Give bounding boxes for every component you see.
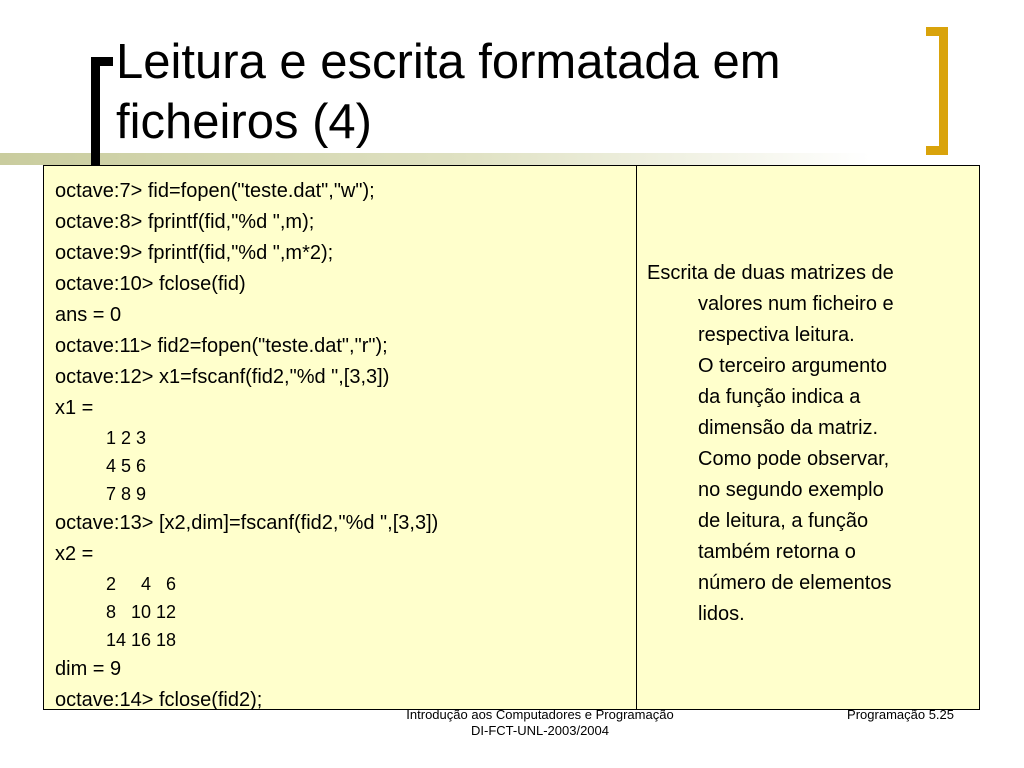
code-line: octave:11> fid2=fopen("teste.dat","r"); <box>55 335 388 357</box>
description-line: Como pode observar, <box>698 448 890 470</box>
title-line-2: ficheiros (4) <box>116 95 372 149</box>
code-line: x1 = <box>55 397 94 419</box>
right-bracket-decoration <box>926 27 948 155</box>
footer-slide-ref: Programação 5.25 <box>847 707 954 722</box>
description-line: no segundo exemplo <box>698 479 884 501</box>
description-line: lidos. <box>698 603 745 625</box>
code-line: octave:10> fclose(fid) <box>55 273 246 295</box>
title-underline-band <box>0 153 1024 165</box>
footer-institution: DI-FCT-UNL-2003/2004 <box>471 723 609 738</box>
description-line: valores num ficheiro e <box>698 293 894 315</box>
matrix-output-row: 2 4 6 <box>106 574 177 594</box>
description-line: da função indica a <box>698 386 861 408</box>
description-cell <box>637 166 979 709</box>
footer-course: Introdução aos Computadores e Programação <box>406 707 674 722</box>
matrix-output-row: 1 2 3 <box>106 428 147 448</box>
code-line: octave:14> fclose(fid2); <box>55 689 263 711</box>
description-line: também retorna o <box>698 541 856 563</box>
left-bracket-decoration <box>91 57 113 165</box>
code-line: octave:8> fprintf(fid,"%d ",m); <box>55 211 315 233</box>
matrix-output-row: 4 5 6 <box>106 456 147 476</box>
matrix-output-row: 7 8 9 <box>106 484 147 504</box>
slide-title <box>116 32 916 152</box>
description-line: O terceiro argumento <box>698 355 887 377</box>
description-line: respectiva leitura. <box>698 324 855 346</box>
code-line: dim = 9 <box>55 658 122 680</box>
code-line: octave:13> [x2,dim]=fscanf(fid2,"%d ",[3,3]) <box>55 512 439 534</box>
code-line: octave:12> x1=fscanf(fid2,"%d ",[3,3]) <box>55 366 390 388</box>
code-line: x2 = <box>55 543 94 565</box>
description-line: dimensão da matriz. <box>698 417 879 439</box>
code-line: ans = 0 <box>55 304 122 326</box>
description-line: número de elementos <box>698 572 892 594</box>
description-line: de leitura, a função <box>698 510 869 532</box>
content-table <box>43 165 980 710</box>
code-cell <box>44 166 637 709</box>
title-line-1: Leitura e escrita formatada em <box>116 35 781 89</box>
footer-course-info <box>340 707 740 739</box>
code-line: octave:9> fprintf(fid,"%d ",m*2); <box>55 242 334 264</box>
matrix-output-row: 14 16 18 <box>106 630 177 650</box>
code-line: octave:7> fid=fopen("teste.dat","w"); <box>55 180 375 202</box>
description-line: Escrita de duas matrizes de <box>647 262 894 284</box>
matrix-output-row: 8 10 12 <box>106 602 177 622</box>
